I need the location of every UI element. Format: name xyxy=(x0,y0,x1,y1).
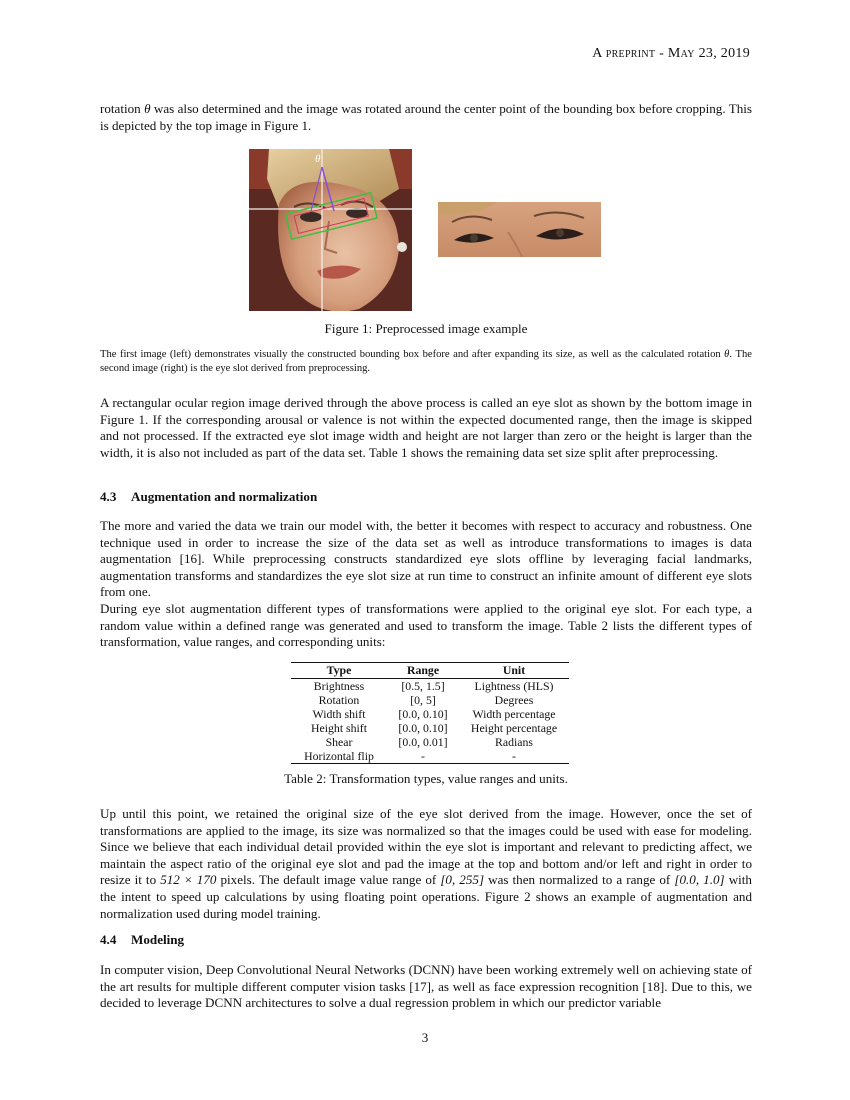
paragraph-augmentation-2 xyxy=(100,601,752,651)
table-row xyxy=(291,693,569,707)
augmentation-text-2: During eye slot augmentation different types of transformations were applied to the original eye slot. For each type, a random value within a defined range was generated and used to transform the image. Table 2 lists the different types of transformation, value ranges, and corresponding units: xyxy=(100,601,752,650)
theta-label: θ xyxy=(315,153,321,165)
running-head-date: 23, 2019 xyxy=(698,46,750,61)
table-cell: - xyxy=(459,749,569,764)
section-heading-4-4 xyxy=(100,932,184,948)
column-header-range: Range xyxy=(387,663,459,679)
column-header-unit: Unit xyxy=(459,663,569,679)
paragraph-normalization xyxy=(100,806,752,922)
face-image xyxy=(249,149,412,311)
table-row xyxy=(291,707,569,721)
running-head-smallcaps: preprint - May xyxy=(605,46,695,61)
table-header-row xyxy=(291,663,569,679)
table-2-caption: Table 2: Transformation types, value ranges and units. xyxy=(284,771,568,786)
intro-text-b: was also determined and the image was rotated around the center point of the bounding box before cropping. This is depicted by the top image in Figure 1. xyxy=(100,101,752,133)
paragraph-eye-slot xyxy=(100,395,752,461)
norm-text-d: with the intent to speed up calculations by using floating point operations. Figure 2 shows an example of augmentation and normalization used during model training. xyxy=(100,872,752,921)
table-cell: - xyxy=(387,749,459,764)
eye-slot-text: A rectangular ocular region image derived through the above process is called an eye slot as shown by the bottom image in Figure 1. If the corresponding arousal or valence is not within the expected documented range, then the image is skipped and not processed. If the extracted eye slot image width and height are not larger than zero or the height is larger than the width, it is also not included as part of the data set. Table 1 shows the remaining data set size split after preprocessing. xyxy=(100,395,752,460)
table-row xyxy=(291,721,569,735)
norm-range-b: [0.0, 1.0] xyxy=(674,872,725,888)
figure-note-a: The first image (left) demonstrates visually the constructed bounding box before and after expanding its size, as well as the calculated rotation xyxy=(100,349,725,360)
modeling-text: In computer vision, Deep Convolutional Neural Networks (DCNN) have been working extremely well on achieving state of the art results for multiple different computer vision tasks [17], as well as face expression recognition [18]. Due to this, we decided to leverage DCNN architectures to solve a dual regression problem in which our predictor variable xyxy=(100,962,752,1011)
figure-1-caption: Figure 1: Preprocessed image example xyxy=(324,321,528,336)
transformation-table xyxy=(291,662,569,764)
table-cell: Height percentage xyxy=(470,721,558,735)
table-cell: [0.0, 0.01] xyxy=(398,735,448,749)
column-header-type: Type xyxy=(291,663,387,679)
figure-note-theta: θ xyxy=(724,349,730,360)
table-row xyxy=(291,749,569,764)
norm-range-a: [0, 255] xyxy=(440,872,485,888)
section-title: Modeling xyxy=(131,932,185,947)
figure-note-b: . The second image (right) is the eye slot derived from preprocessing. xyxy=(100,349,752,374)
table-cell: [0.0, 0.10] xyxy=(398,707,448,721)
table-cell: Rotation xyxy=(318,693,360,707)
section-number: 4.3 xyxy=(100,489,117,504)
norm-text-b: pixels. The default image value range of xyxy=(216,872,441,888)
intro-theta: θ xyxy=(144,101,151,116)
table-cell: Height shift xyxy=(310,721,368,735)
table-row xyxy=(291,735,569,749)
table-cell: Width percentage xyxy=(472,707,556,721)
norm-text-a: Up until this point, we retained the original size of the eye slot derived from the image. However, once the set of transformations are applied to the image, its size was normalized so that the images could be used with ease for modeling. Since we believe that each individual detail provided within the eye slot is important and relevant to predicting affect, we maintain the aspect ratio of the original eye slot and pad the image at the top and bottom and/or left and right in order to resize it to xyxy=(100,806,752,888)
section-heading-4-3 xyxy=(100,489,317,505)
table-cell: Brightness xyxy=(313,679,365,693)
running-head-prefix: A xyxy=(592,46,602,61)
table-cell: [0.0, 0.10] xyxy=(398,721,448,735)
page-number: 3 xyxy=(421,1030,429,1045)
eye-slot-image xyxy=(438,202,601,257)
table-cell: Shear xyxy=(325,735,353,749)
table-cell: Radians xyxy=(494,735,533,749)
figure-1 xyxy=(249,149,601,311)
table-cell: [0.5, 1.5] xyxy=(401,679,445,693)
paragraph-intro xyxy=(100,101,752,134)
table-cell: Lightness (HLS) xyxy=(474,679,554,693)
augmentation-text-1: The more and varied the data we train our model with, the better it becomes with respect to accuracy and robustness. One technique used in order to increase the size of the data set as well as introduce transformations to images is data augmentation [16]. While preprocessing constructs standardized eye slots offline by leveraging facial landmarks, augmentation transforms and standardizes the eye slot size at run time to construct an infinite amount of different eye slots from one. xyxy=(100,518,752,600)
table-cell: Horizontal flip xyxy=(291,749,387,764)
table-cell: [0, 5] xyxy=(410,693,436,707)
table-cell: Width shift xyxy=(312,707,366,721)
section-number: 4.4 xyxy=(100,932,117,947)
norm-size: 512 × 170 xyxy=(160,872,217,888)
section-title: Augmentation and normalization xyxy=(131,489,318,504)
running-head xyxy=(592,46,750,62)
intro-text-a: rotation xyxy=(100,101,145,116)
table-cell: Degrees xyxy=(494,693,534,707)
paragraph-augmentation-1 xyxy=(100,518,752,601)
table-row xyxy=(291,679,569,694)
norm-text-c: was then normalized to a range of xyxy=(484,872,675,888)
paragraph-modeling xyxy=(100,962,752,1012)
figure-1-note xyxy=(100,348,752,376)
